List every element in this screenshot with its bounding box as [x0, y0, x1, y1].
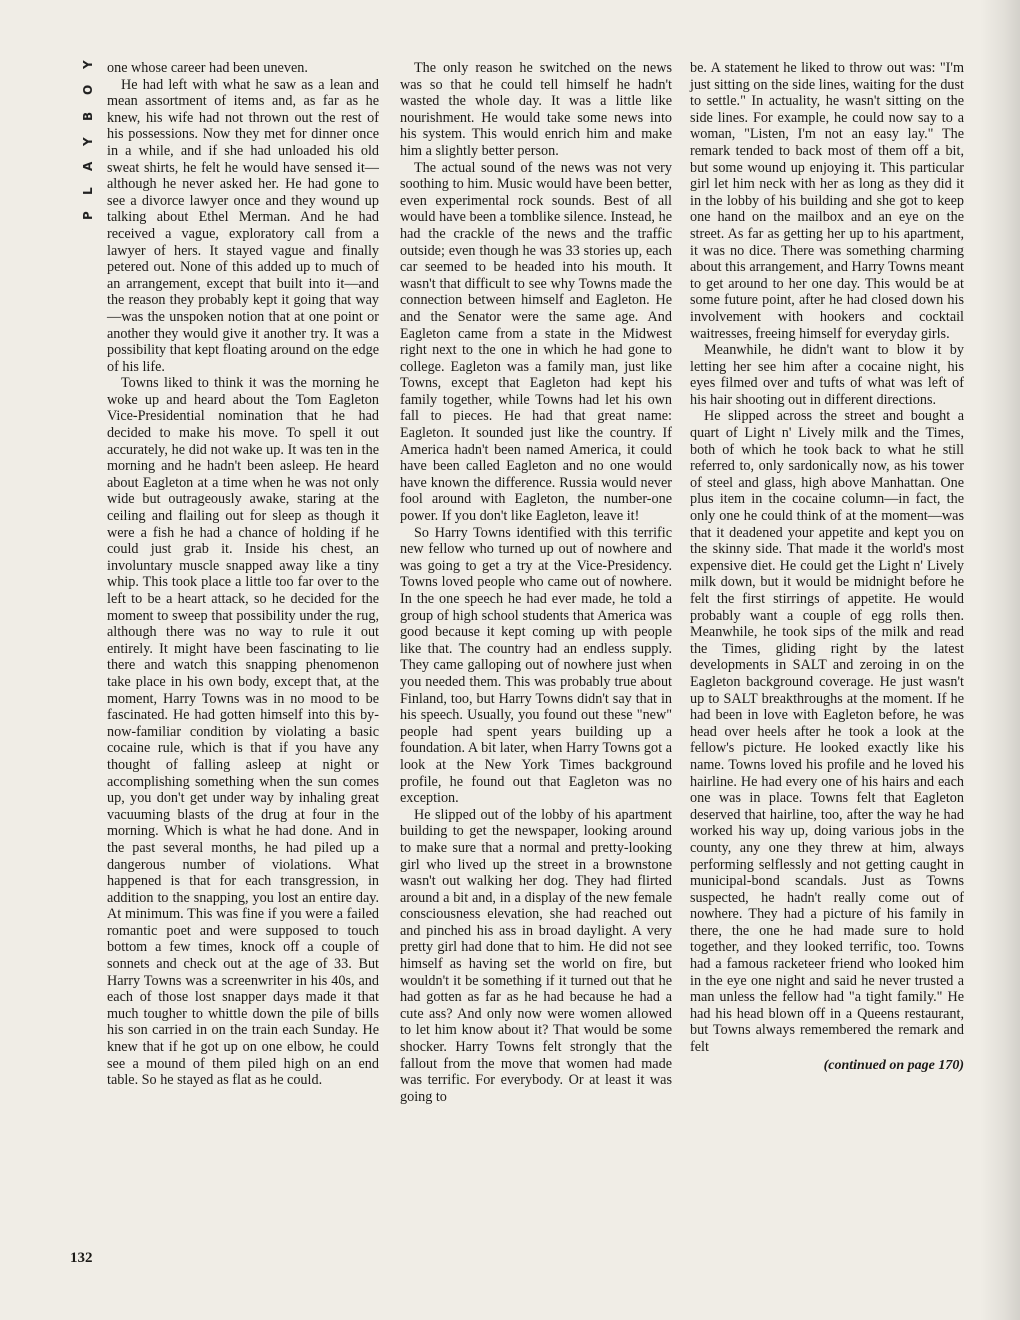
running-head-letter: O — [81, 85, 95, 96]
paragraph: The actual sound of the news was not very soothing to him. Music would have been better, even experimental rock sounds. Best of all would have been a tomblike silence. Instead, he had the crackle of the news and the traffic outside; even though he was 33 stories up, each car seemed to be headed into his mouth. It wasn't that difficult to see why Towns made the connection between himself and Eagleton. He and the Senator were the same age. And Eagleton came from a state in the Midwest right next to the one in which he had gone to college. Eagleton was a family man, just like Towns, except that Eagleton had kept his family together, while Towns had let his own fall to pieces. He had that great name: Eagleton. It sounded just like the country. If America hadn't been named America, it could have been called Eagleton and no one would have known the difference. Russia would never fool around with Eagleton, the number-one power. If you don't like Eagleton, leave it! — [400, 159, 672, 525]
running-head-letter: Y — [81, 60, 95, 69]
text-column-2 — [400, 60, 672, 1105]
running-head-letter: P — [81, 211, 95, 220]
binding-shadow — [980, 0, 1020, 1320]
paragraph: So Harry Towns identified with this terrific new fellow who turned up out of nowhere and was going to get a try at the Vice-Presidency. Towns loved people who came out of nowhere. In the one speech he had ever made, he told a group of high school students that America was good because it kept coming up with people like that. The country had an endless supply. They came galloping out of nowhere just when you needed them. This was probably true about Finland, too, but Harry Towns didn't say that in his speech. Usually, you found out these "new" people had spent years building up a foundation. A bit later, when Harry Towns got a look at the New York Times background profile, he found out that Eagleton was no exception. — [400, 524, 672, 807]
text-column-3 — [690, 60, 964, 1074]
continued-jump-line: (continued on page 170) — [823, 1057, 964, 1073]
paragraph: The only reason he switched on the news was so that he could tell himself he hadn't wasted the whole day. It was a little like nourishment. He would take some news into his system. This would enrich him and make him a slightly better person. — [400, 60, 672, 159]
paragraph: one whose career had been uneven. — [107, 60, 308, 76]
paragraph: He slipped across the street and bought a quart of Light n' Lively milk and the Times, both of which he took back to what he still referred to, only sardonically now, as his tower of steel and glass, high above Manhattan. One plus item in the cocaine column—in fact, the only one he could think of at the moment—was that it deadened your appetite and kept you on the skinny side. That made it the world's most expensive diet. He could get the Light n' Lively milk down, but it would be midnight before he felt the first stirrings of appetite. He would probably want a couple of egg rolls then. Meanwhile, he took sips of the milk and read the Times, gliding right by the latest developments in SALT and zeroing in on the Eagleton background coverage. He just wasn't up to SALT breakthroughs at the moment. If he had been in love with Eagleton before, he was head over heels after he took a look at the fellow's picture. He looked exactly like his name. Towns loved his profile and he loved his hairline. He had every one of his hairs and each one was in place. Towns felt that Eagleton deserved that hairline, too, after the way he had worked his way up, doing various jobs in the county, any one they threw at him, always performing selflessly and not getting caught in municipal-bond scandals. Just as Towns suspected, he hadn't really come out of nowhere. They had a picture of his family in there, the one he had made sure to hold together, and they looked terrific, too. Towns had a famous racketeer friend who looked him in the eye one night and said he never trusted a man unless the fellow had "a tight family." He had his head blown off in a Queens restaurant, but Towns always remembered the remark and felt — [690, 408, 964, 1056]
running-head-magazine-name — [78, 60, 98, 220]
paragraph: He slipped out of the lobby of his apartment building to get the newspaper, looking around to make sure that a normal and pretty-looking girl who lived up the street in a brownstone wasn't out walking her dog. They had flirted around a bit and, in a display of the new female consciousness elevation, she had reached out and pinched his ass in broad daylight. A very pretty girl had done that to him. He did not see himself as having set the world on fire, but wouldn't it be something if it turned out that he had gotten as far as he had because he had a cute ass? And only now were women allowed to let him know about it? That would be some shocker. Harry Towns felt strongly that the fallout from the move that women had made was terrific. For everybody. Or at least it was going to — [400, 806, 672, 1105]
paragraph: be. A statement he liked to throw out was: "I'm just sitting on the side lines, waiting for the dust to settle." In actuality, he wasn't sitting on the side lines. For example, he could now say to a woman, "Listen, I'm not an easy lay." The remark tended to back most of them off a bit, but some wound up enjoying it. This particular girl let him neck with her as long as they did it in the lobby of his building and she got to keep one hand on the mailbox and an eye on the street. As far as getting her up to his apartment, it was no dice. There was something charming about this arrangement, and Harry Towns meant to get around to her one day. This would be at some future point, after he had closed down his involvement with hookers and cocktail waitresses, freeing himself for everyday girls. — [690, 60, 964, 342]
paragraph: Towns liked to think it was the morning he woke up and heard about the Tom Eagleton Vice-Presidential nomination that he had decided to make his move. To spell it out accurately, he did not wake up. It was ten in the morning and he hadn't been asleep. He heard about Eagleton at a time when he was not only wide but outrageously awake, staring at the ceiling and flailing out for sleep as though it were a fish he had a chance of holding if he could just grab it. Inside his chest, an involuntary muscle snapped away like a tiny whip. This took place a little too far over to the left to be a heart attack, so he decided for the moment to sweep that possibility under the rug, although there was no way to rule it out entirely. It might have been fascinating to lie there and watch this snapping phenomenon take place in his own body, except that, at the moment, Harry Towns was in no mood to be fascinated. He had gotten himself into this by-now-familiar condition by violating a basic cocaine rule, which is that if you have any thought of falling asleep at night or accomplishing something when the sun comes up, you don't get under way by inhaling great vacuuming blasts of the drug at four in the morning. Which is what he had done. And in the past several months, he had piled up a dangerous number of violations. What happened is that for each transgression, in addition to the snapping, you lost an entire day. At minimum. This was fine if you were a failed romantic poet and were supposed to touch bottom a few times, knock off a couple of sonnets and check out at the age of 33. But Harry Towns was a screenwriter in his 40s, and each of those lost snapper days made it that much tougher to whittle down the pile of bills his son carried in on the train each Sunday. He knew that if he got up on one elbow, he could see a mound of them piled high on an end table. So he stayed as flat as he could. — [107, 375, 379, 1089]
text-column-1 — [107, 60, 379, 1089]
running-head-letter: A — [81, 161, 95, 172]
paragraph: Meanwhile, he didn't want to blow it by letting her see him after a cocaine night, his eyes filmed over and tufts of what was left of his hair shooting out in different directions. — [690, 342, 964, 408]
running-head-letter: B — [81, 111, 95, 121]
running-head-letter: Y — [81, 136, 95, 146]
page-number: 132 — [70, 1250, 93, 1266]
running-head-letter: L — [81, 187, 95, 195]
paragraph: He had left with what he saw as a lean and mean assortment of items and, as far as he knew, his wife had not thrown out the rest of his possessions. Now they met for dinner once in a while, and if she had unloaded his old sweat shirts, he felt he would have sensed it—although he never asked her. He had gone to see a divorce lawyer once and they wound up talking about Ethel Merman. And he had received a vague, exploratory call from a lawyer of hers. It stayed vague and finally petered out. None of this added up to much of an arrangement, except that built into it—and the reason they probably kept it going that way—was the unspoken notion that at one point or another they would give it another try. It was a possibility that kept floating around on the edge of his life. — [107, 76, 379, 375]
